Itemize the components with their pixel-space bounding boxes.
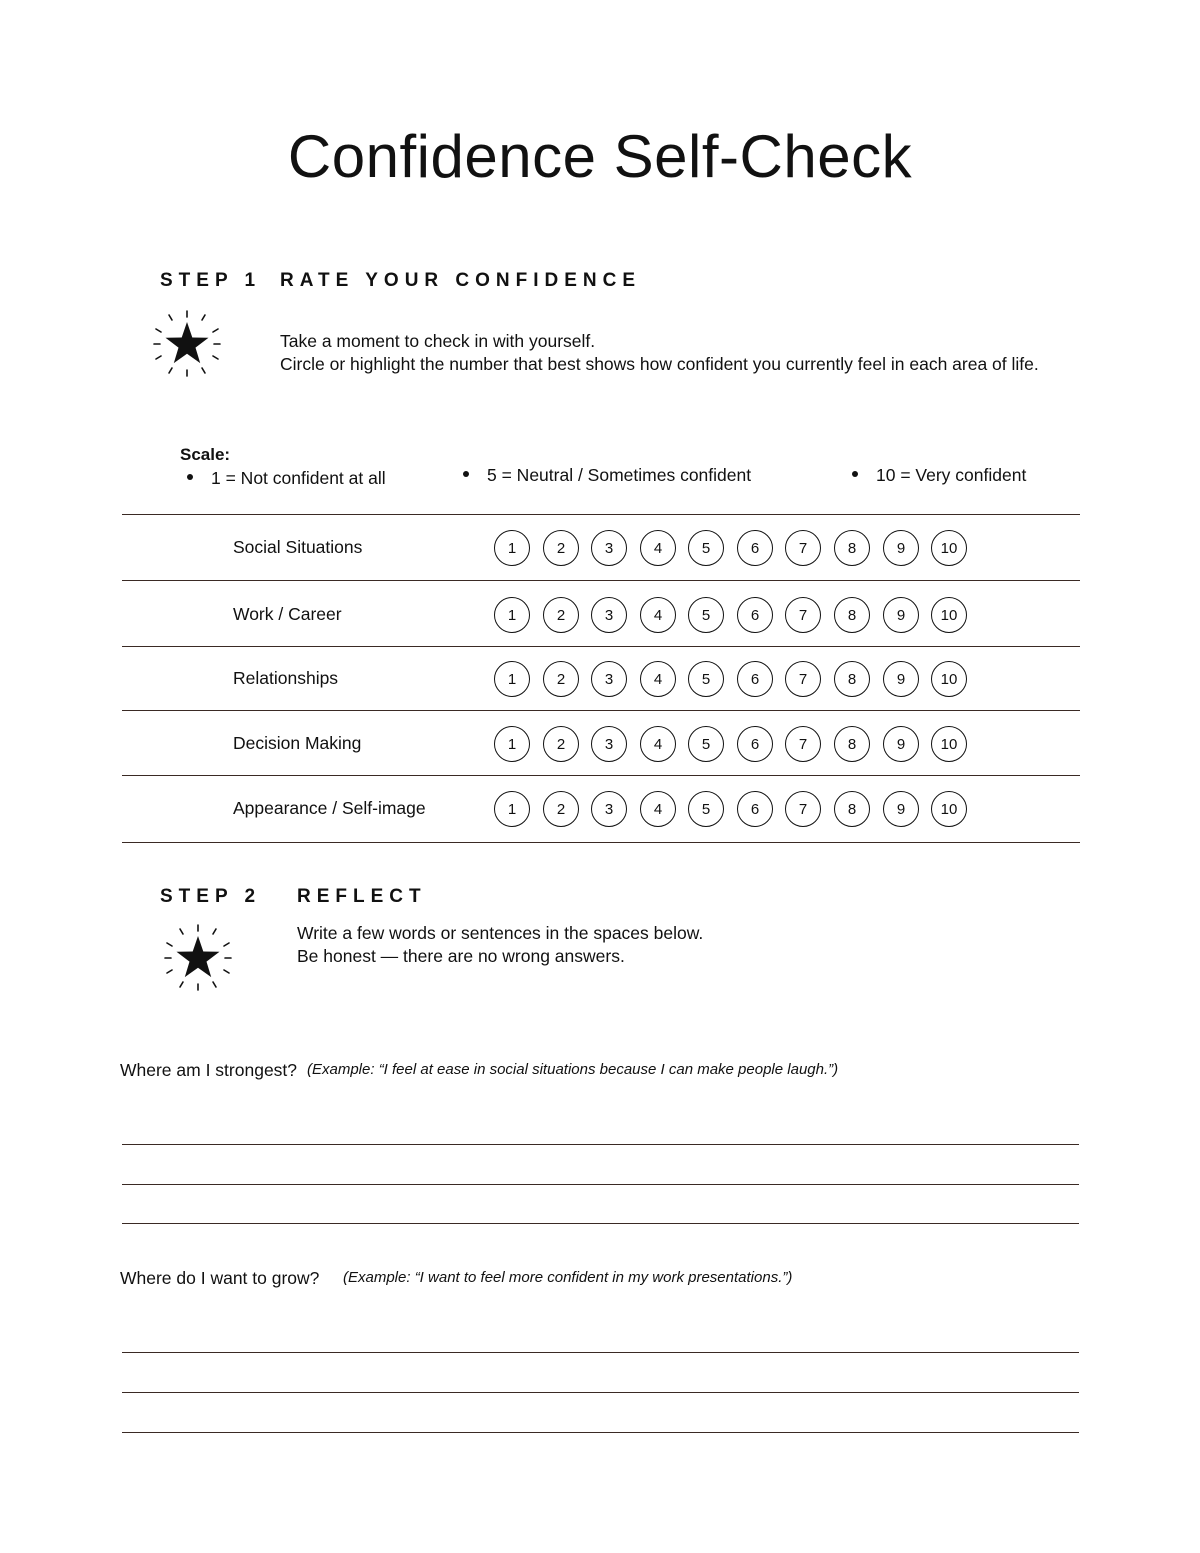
star-icon <box>163 923 233 993</box>
rating-option[interactable]: 3 <box>591 726 627 762</box>
rating-option[interactable]: 6 <box>737 597 773 633</box>
scale-item: 1 = Not confident at all <box>187 468 386 489</box>
answer-line[interactable] <box>122 1392 1079 1393</box>
question-strongest-example: (Example: “I feel at ease in social situations because I can make people laugh.”) <box>307 1061 839 1078</box>
rating-row-label: Relationships <box>233 668 339 688</box>
rating-option[interactable]: 3 <box>591 661 627 697</box>
rating-option[interactable]: 5 <box>688 726 724 762</box>
table-divider <box>122 775 1080 776</box>
star-icon <box>152 309 222 379</box>
page-title: Confidence Self-Check <box>287 123 913 190</box>
question-grow-label: Where do I want to grow? <box>120 1268 320 1288</box>
rating-option[interactable]: 8 <box>834 726 870 762</box>
rating-option[interactable]: 8 <box>834 530 870 566</box>
instruction-line: Take a moment to check in with yourself. <box>280 331 596 351</box>
bullet-icon <box>852 471 858 477</box>
rating-option[interactable]: 10 <box>931 661 967 697</box>
rating-option[interactable]: 1 <box>494 597 530 633</box>
rating-option[interactable]: 7 <box>785 597 821 633</box>
rating-option[interactable]: 7 <box>785 661 821 697</box>
answer-line[interactable] <box>122 1432 1079 1433</box>
instruction-line: Circle or highlight the number that best shows how confident you currently feel in each area of life. <box>280 354 1039 374</box>
rating-option[interactable]: 2 <box>543 597 579 633</box>
instruction-line: Write a few words or sentences in the spaces below. <box>297 923 704 943</box>
rating-option[interactable]: 6 <box>737 726 773 762</box>
question-grow-example: (Example: “I want to feel more confident in my work presentations.”) <box>343 1269 793 1286</box>
step1-instructions <box>280 330 1039 376</box>
rating-option[interactable]: 2 <box>543 661 579 697</box>
rating-option[interactable]: 7 <box>785 726 821 762</box>
rating-option[interactable]: 4 <box>640 726 676 762</box>
answer-line[interactable] <box>122 1184 1079 1185</box>
rating-option[interactable]: 7 <box>785 791 821 827</box>
rating-option[interactable]: 1 <box>494 726 530 762</box>
rating-option[interactable]: 10 <box>931 597 967 633</box>
scale-item: 10 = Very confident <box>852 465 1026 486</box>
table-divider <box>122 514 1080 515</box>
rating-row-label: Social Situations <box>233 537 363 557</box>
rating-option[interactable]: 8 <box>834 661 870 697</box>
rating-option[interactable]: 2 <box>543 791 579 827</box>
rating-option[interactable]: 5 <box>688 597 724 633</box>
step2-heading: REFLECT <box>297 886 427 907</box>
rating-option[interactable]: 10 <box>931 726 967 762</box>
rating-option[interactable]: 10 <box>931 530 967 566</box>
bullet-icon <box>187 474 193 480</box>
rating-option[interactable]: 4 <box>640 597 676 633</box>
rating-option[interactable]: 2 <box>543 726 579 762</box>
rating-option[interactable]: 5 <box>688 791 724 827</box>
rating-option[interactable]: 1 <box>494 661 530 697</box>
rating-option[interactable]: 5 <box>688 661 724 697</box>
rating-row-label: Decision Making <box>233 733 362 753</box>
rating-option[interactable]: 4 <box>640 530 676 566</box>
rating-option[interactable]: 7 <box>785 530 821 566</box>
rating-option[interactable]: 6 <box>737 791 773 827</box>
rating-option[interactable]: 10 <box>931 791 967 827</box>
step2-instructions <box>297 922 703 968</box>
rating-option[interactable]: 8 <box>834 791 870 827</box>
rating-option[interactable]: 4 <box>640 791 676 827</box>
table-divider <box>122 646 1080 647</box>
rating-option[interactable]: 5 <box>688 530 724 566</box>
rating-option[interactable]: 6 <box>737 530 773 566</box>
table-divider <box>122 842 1080 843</box>
rating-option[interactable]: 3 <box>591 597 627 633</box>
answer-line[interactable] <box>122 1144 1079 1145</box>
rating-option[interactable]: 9 <box>883 661 919 697</box>
rating-option[interactable]: 4 <box>640 661 676 697</box>
answer-line[interactable] <box>122 1352 1079 1353</box>
scale-item: 5 = Neutral / Sometimes confident <box>463 465 751 486</box>
rating-option[interactable]: 1 <box>494 791 530 827</box>
rating-option[interactable]: 9 <box>883 726 919 762</box>
rating-option[interactable]: 6 <box>737 661 773 697</box>
rating-option[interactable]: 1 <box>494 530 530 566</box>
table-divider <box>122 580 1080 581</box>
rating-option[interactable]: 9 <box>883 597 919 633</box>
table-divider <box>122 710 1080 711</box>
step1-number: STEP 1 <box>160 270 262 291</box>
rating-option[interactable]: 9 <box>883 530 919 566</box>
answer-line[interactable] <box>122 1223 1079 1224</box>
instruction-line: Be honest — there are no wrong answers. <box>297 946 625 966</box>
rating-row-label: Work / Career <box>233 604 342 624</box>
step1-heading: RATE YOUR CONFIDENCE <box>280 270 642 291</box>
rating-option[interactable]: 9 <box>883 791 919 827</box>
rating-row-label: Appearance / Self-image <box>233 798 426 818</box>
step2-number: STEP 2 <box>160 886 262 907</box>
rating-option[interactable]: 3 <box>591 530 627 566</box>
rating-option[interactable]: 8 <box>834 597 870 633</box>
rating-option[interactable]: 2 <box>543 530 579 566</box>
rating-option[interactable]: 3 <box>591 791 627 827</box>
question-strongest-label: Where am I strongest? <box>120 1060 298 1080</box>
bullet-icon <box>463 471 469 477</box>
scale-title: Scale: <box>180 445 231 464</box>
